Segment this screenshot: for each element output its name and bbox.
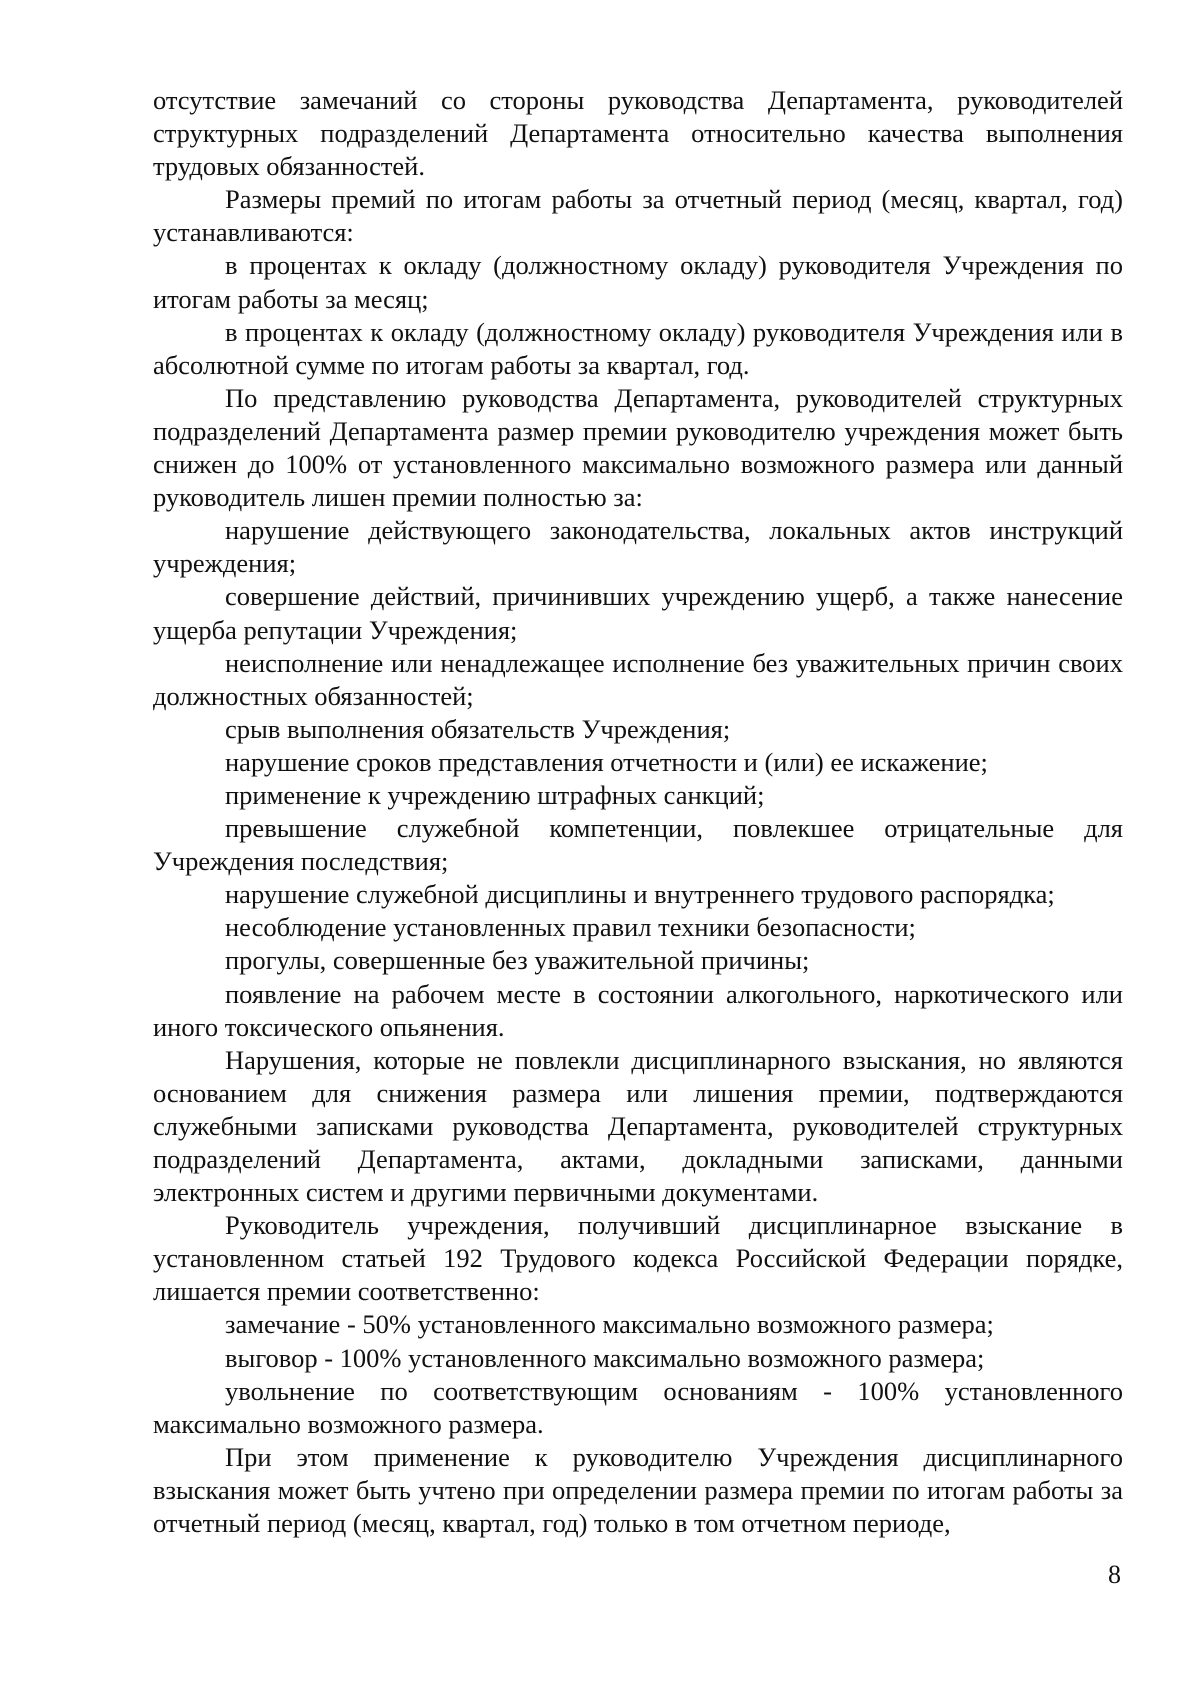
list-item-reporting-violation: нарушение сроков представления отчетности и (или) ее искажение; bbox=[225, 746, 988, 777]
document-body bbox=[153, 84, 1123, 1540]
page-number: 8 bbox=[1108, 1560, 1121, 1589]
paragraph-violations-confirmation: Нарушения, которые не повлекли дисциплинарного взыскания, но являются основанием для снижения размера или лишения премии, подтверждаются служебными записками руководства Департамента, руководителей структурных подразделений Департамента, актами, докладными записками, данными электронных систем и другими первичными документами. bbox=[153, 1044, 1123, 1208]
paragraph-bonus-sizes: Размеры премий по итогам работы за отчетный период (месяц, квартал, год) устанавливаются: bbox=[153, 184, 1123, 248]
list-item-dismissal: увольнение по соответствующим основаниям - 100% установленного максимально возможного размера. bbox=[153, 1375, 1123, 1439]
paragraph-reduction-grounds: По представлению руководства Департамента, руководителей структурных подразделений Департамента размер премии руководителю учреждения может быть снижен до 100% от установленного максимально возможного размера или данный руководитель лишен премии полностью за: bbox=[153, 382, 1123, 513]
paragraph-disciplinary-penalty: Руководитель учреждения, получивший дисциплинарное взыскание в установленном статьей 192 Трудового кодекса Российской Федерации порядке, лишается премии соответственно: bbox=[153, 1210, 1123, 1307]
list-item-law-violation: нарушение действующего законодательства, локальных актов инструкций учреждения; bbox=[153, 515, 1123, 579]
list-item-damage: совершение действий, причинивших учреждению ущерб, а также нанесение ущерба репутации Учреждения; bbox=[153, 581, 1123, 645]
paragraph-continuation: отсутствие замечаний со стороны руководства Департамента, руководителей структурных подразделений Департамента относительно качества выполнения трудовых обязанностей. bbox=[153, 85, 1123, 182]
list-item-reprimand-remark: замечание - 50% установленного максимально возможного размера; bbox=[225, 1309, 994, 1340]
list-item-discipline-violation: нарушение служебной дисциплины и внутреннего трудового распорядка; bbox=[225, 879, 1055, 910]
paragraph-accounting-period: При этом применение к руководителю Учреждения дисциплинарного взыскания может быть учтено при определении размера премии по итогам работы за отчетный период (месяц, квартал, год) только в том отчетном периоде, bbox=[153, 1441, 1123, 1539]
list-item-excess-competence: превышение служебной компетенции, повлекшее отрицательные для Учреждения последствия; bbox=[153, 813, 1123, 877]
list-item-nonperformance: неисполнение или ненадлежащее исполнение без уважительных причин своих должностных обязанностей; bbox=[153, 647, 1123, 711]
list-item-reprimand: выговор - 100% установленного максимально возможного размера; bbox=[225, 1342, 985, 1373]
list-item-penalties: применение к учреждению штрафных санкций; bbox=[225, 779, 765, 810]
list-item-obligations-failure: срыв выполнения обязательств Учреждения; bbox=[225, 713, 731, 744]
list-item-safety-violation: несоблюдение установленных правил техники безопасности; bbox=[225, 912, 916, 943]
list-item-monthly-percent: в процентах к окладу (должностному окладу) руководителя Учреждения по итогам работы за месяц; bbox=[153, 250, 1123, 314]
list-item-quarterly-percent: в процентах к окладу (должностному окладу) руководителя Учреждения или в абсолютной сумме по итогам работы за квартал, год. bbox=[153, 316, 1123, 380]
list-item-intoxication: появление на рабочем месте в состоянии алкогольного, наркотического или иного токсического опьянения. bbox=[153, 978, 1123, 1042]
list-item-absenteeism: прогулы, совершенные без уважительной причины; bbox=[225, 945, 810, 976]
